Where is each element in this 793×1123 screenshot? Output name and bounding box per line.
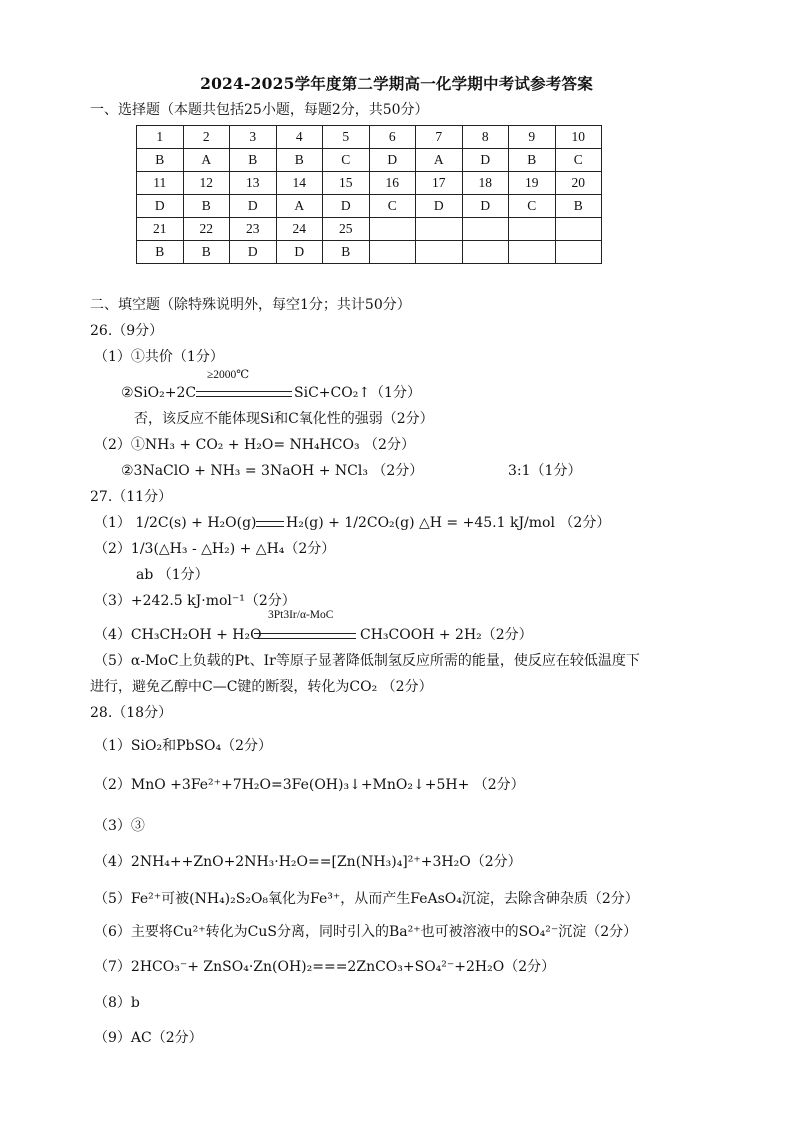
q28-part1: （1）SiO₂和PbSO₄（2分） [94, 738, 273, 754]
q27-part4-reactants: （4）CH₃CH₂OH + H₂O [94, 627, 262, 643]
answer-cell: B [276, 149, 323, 172]
q26-part2-c: 3:1（1分） [508, 463, 582, 479]
q27-part3: （3）+242.5 kJ·mol⁻¹（2分） [94, 593, 296, 609]
answer-cell: B [509, 149, 556, 172]
answer-cell: D [230, 241, 277, 264]
q28-part6: （6）主要将Cu²⁺转化为CuS分离，同时引入的Ba²⁺也可被溶液中的SO₄²⁻沉淀（2分） [94, 924, 638, 940]
q27-part5-line2: 进行，避免乙醇中C—C键的断裂，转化为CO₂ （2分） [90, 679, 433, 695]
answer-cell: A [183, 149, 230, 172]
answer-table-row [137, 195, 602, 218]
answer-cell: B [137, 241, 184, 264]
equals-sign-long [196, 391, 292, 397]
question-number-cell: 18 [462, 172, 509, 195]
page-title: 2024-2025学年度第二学期高一化学期中考试参考答案 [200, 74, 593, 93]
answer-table-row [137, 126, 602, 149]
answer-cell: D [276, 241, 323, 264]
answer-cell: B [183, 241, 230, 264]
q26-part2-b: ②3NaClO + NH₃ = 3NaOH + NCl₃ （2分） [121, 463, 424, 479]
q26-part1-b-products: SiC+CO₂↑（1分） [294, 385, 421, 401]
question-number-cell: 12 [183, 172, 230, 195]
equals-sign-short [256, 521, 284, 527]
q27-part2-a: （2）1/3(△H₃ - △H₂) + △H₄（2分） [94, 541, 336, 557]
question-number-cell: 23 [230, 218, 277, 241]
q28-part4: （4）2NH₄++ZnO+2NH₃·H₂O==[Zn(NH₃)₄]²⁺+3H₂O（2分） [94, 854, 522, 870]
question-number-cell: 2 [183, 126, 230, 149]
q26-reaction-condition: ≥2000℃ [207, 369, 250, 381]
question-number-cell: 9 [509, 126, 556, 149]
q27-part1-reactants: （1） 1/2C(s) + H₂O(g) [94, 515, 257, 531]
q26-part2-a: （2）①NH₃ + CO₂ + H₂O= NH₄HCO₃ （2分） [94, 437, 415, 453]
answer-table-row [137, 241, 602, 264]
question-number-cell: 8 [462, 126, 509, 149]
question-number-cell: 22 [183, 218, 230, 241]
q28-part7: （7）2HCO₃⁻+ ZnSO₄·Zn(OH)₂===2ZnCO₃+SO₄²⁻+2H₂O（2分） [94, 959, 556, 975]
section2-heading: 二、填空题（除特殊说明外，每空1分；共计50分） [90, 297, 411, 313]
question-number-cell: 16 [369, 172, 416, 195]
q28-heading: 28.（18分） [90, 705, 173, 721]
answer-table [136, 125, 602, 264]
answer-cell: C [509, 195, 556, 218]
question-number-cell: 21 [137, 218, 184, 241]
q27-catalyst-label: 3Pt3Ir/α-MoC [268, 609, 334, 621]
q26-heading: 26.（9分） [90, 323, 164, 339]
answer-cell: B [183, 195, 230, 218]
answer-cell: C [555, 149, 602, 172]
answer-cell: D [462, 195, 509, 218]
answer-table-row [137, 218, 602, 241]
question-number-cell: 10 [555, 126, 602, 149]
answer-cell: D [462, 149, 509, 172]
question-number-cell: 25 [323, 218, 370, 241]
question-number-cell: 1 [137, 126, 184, 149]
answer-cell [369, 241, 416, 264]
answer-cell: C [323, 149, 370, 172]
q27-part4-products: CH₃COOH + 2H₂（2分） [360, 627, 533, 643]
answer-cell: B [555, 195, 602, 218]
equals-sign-catalyst [254, 633, 356, 639]
answer-cell: D [369, 149, 416, 172]
question-number-cell: 17 [416, 172, 463, 195]
question-number-cell: 13 [230, 172, 277, 195]
q28-part9: （9）AC（2分） [94, 1030, 203, 1046]
answer-table-row [137, 172, 602, 195]
q26-part1-b-reactants: ②SiO₂+2C [121, 385, 197, 401]
q28-part3: （3）③ [94, 818, 145, 834]
answer-cell [555, 241, 602, 264]
q26-part1-c: 否，该反应不能体现Si和C氧化性的强弱（2分） [134, 411, 434, 427]
answer-cell: C [369, 195, 416, 218]
answer-cell: A [416, 149, 463, 172]
answer-cell: D [323, 195, 370, 218]
answer-cell: A [276, 195, 323, 218]
question-number-cell [416, 218, 463, 241]
question-number-cell: 15 [323, 172, 370, 195]
question-number-cell [369, 218, 416, 241]
answer-cell: B [323, 241, 370, 264]
question-number-cell [555, 218, 602, 241]
answer-cell: D [230, 195, 277, 218]
question-number-cell: 6 [369, 126, 416, 149]
answer-cell: B [137, 149, 184, 172]
question-number-cell: 24 [276, 218, 323, 241]
answer-cell: D [416, 195, 463, 218]
q28-part8: （8）b [94, 995, 140, 1011]
question-number-cell: 11 [137, 172, 184, 195]
question-number-cell: 5 [323, 126, 370, 149]
q28-part5: （5）Fe²⁺可被(NH₄)₂S₂O₈氧化为Fe³⁺，从而产生FeAsO₄沉淀，去除含砷杂质（2分） [94, 891, 639, 907]
answer-cell: D [137, 195, 184, 218]
question-number-cell: 3 [230, 126, 277, 149]
answer-cell [462, 241, 509, 264]
q27-heading: 27.（11分） [90, 489, 173, 505]
q28-part2: （2）MnO +3Fe²⁺+7H₂O=3Fe(OH)₃↓+MnO₂↓+5H+ （2分） [94, 777, 525, 793]
question-number-cell: 4 [276, 126, 323, 149]
answer-cell [509, 241, 556, 264]
question-number-cell: 20 [555, 172, 602, 195]
question-number-cell: 19 [509, 172, 556, 195]
answer-table-row [137, 149, 602, 172]
q27-part2-b: ab （1分） [136, 567, 209, 583]
q27-part5-line1: （5）α-MoC上负载的Pt、Ir等原子显著降低制氢反应所需的能量，使反应在较低温度下 [94, 653, 640, 669]
question-number-cell [462, 218, 509, 241]
section1-heading: 一、选择题（本题共包括25小题，每题2分，共50分） [90, 102, 429, 118]
answer-cell [416, 241, 463, 264]
q27-part1-products: H₂(g) + 1/2CO₂(g) △H = +45.1 kJ/mol （2分） [286, 515, 611, 531]
question-number-cell [509, 218, 556, 241]
question-number-cell: 7 [416, 126, 463, 149]
answer-cell: B [230, 149, 277, 172]
question-number-cell: 14 [276, 172, 323, 195]
q26-part1-a: （1）①共价（1分） [94, 349, 224, 365]
